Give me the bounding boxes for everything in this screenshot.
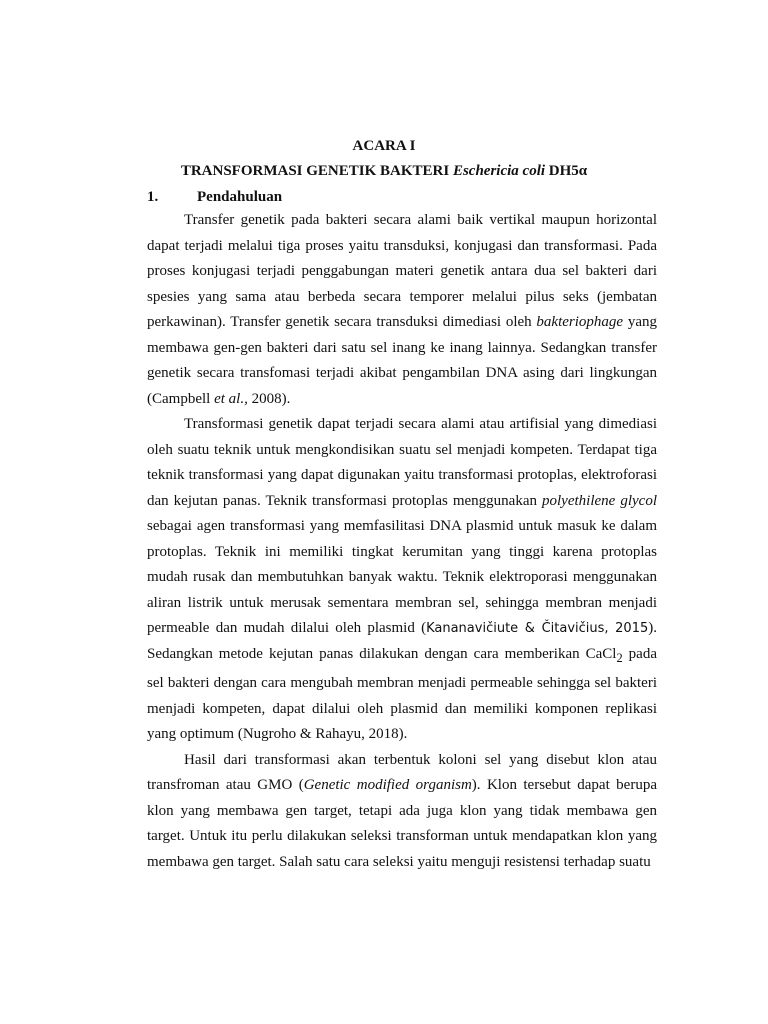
paragraph-text: yang membawa gen-gen bakteri dari satu sel inang ke inang lainnya. Sedangkan transfer genetik secara transfomasi terjadi akibat pengambilan DNA asing dari lingkungan (Campbell <box>147 314 657 407</box>
paragraph-1 <box>147 208 657 412</box>
citation-text: Kananavičiute & Čitavičius, 2015 <box>426 621 649 636</box>
section-number: 1. <box>147 189 159 205</box>
paragraph-text: Transformasi genetik dapat terjadi secara alami atau artifisial yang dimediasi oleh suatu teknik untuk mengkondisikan suatu sel menjadi kompeten. Terdapat tiga teknik transformasi yang dapat digunakan yaitu transformasi protoplas, elektroforasi dan kejutan panas. Teknik transformasi protoplas menggunakan <box>147 416 657 509</box>
title-main-text: TRANSFORMASI GENETIK BAKTERI <box>180 163 453 179</box>
chapter-heading: ACARA I <box>352 138 416 154</box>
italic-term: bakteriophage <box>536 314 624 330</box>
paragraph-2 <box>147 412 657 748</box>
italic-term: Genetic modified organism <box>303 777 472 793</box>
title-strain: DH5α <box>545 163 588 179</box>
section-heading <box>147 187 282 207</box>
document-title <box>0 161 768 181</box>
body-text <box>147 208 657 875</box>
paragraph-text: sebagai agen transformasi yang memfasilitasi DNA plasmid untuk masuk ke dalam protoplas. Teknik ini memiliki tingkat kerumitan yang tinggi karena protoplas mudah rusak dan membutuhkan banyak waktu. Teknik elektroporasi menggunakan aliran listrik untuk merusak sementara membran sel, sehingga membran menjadi permeable dan mudah dilalui oleh plasmid ( <box>147 518 657 636</box>
italic-term: et al., <box>214 390 248 407</box>
paragraph-text: Transfer genetik pada bakteri secara alami baik vertikal maupun horizontal dapat terjadi melalui tiga proses yaitu transduksi, konjugasi dan transformasi. Pada proses konjugasi terjadi penggabungan materi genetik antara dua sel bakteri dari spesies yang sama atau berbeda secara temporer melalui pilus seks (jembatan perkawinan). Transfer genetik secara transduksi dimediasi oleh <box>147 212 657 330</box>
paragraph-3 <box>147 748 657 876</box>
paragraph-text: Hasil dari transformasi akan terbentuk koloni sel yang disebut klon atau transfroman atau GMO ( <box>147 751 657 793</box>
paragraph-text: ). Klon tersebut dapat berupa klon yang membawa gen target, tetapi ada juga klon yang tidak membawa gen target. Untuk itu perlu dilakukan seleksi transforman untuk mendapatkan klon yang membawa gen target. Salah satu cara seleksi yaitu menguji resistensi terhadap suatu <box>147 777 657 870</box>
paragraph-text: ). Sedangkan metode kejutan panas dilakukan dengan cara memberikan CaCl <box>147 620 657 662</box>
section-title: Pendahuluan <box>197 189 283 205</box>
subscript: 2 <box>616 650 623 665</box>
title-species-name: Eschericia coli <box>452 163 546 179</box>
paragraph-text: 2008). <box>247 390 291 407</box>
paragraph-text: pada sel bakteri dengan cara mengubah membran menjadi permeable sehingga sel bakteri menjadi kompeten, dapat dilalui oleh plasmid dan memiliki komponen replikasi yang optimum (Nugroho & Rahayu, 2018). <box>147 645 657 742</box>
italic-term: polyethilene glycol <box>542 492 657 509</box>
